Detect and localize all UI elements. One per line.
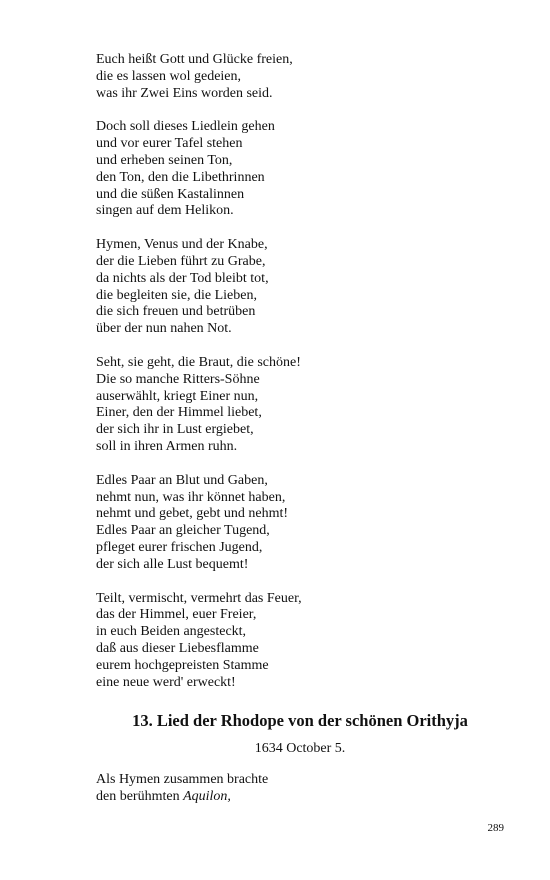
verse-line: auserwählt, kriegt Einer nun, — [96, 388, 259, 404]
stanza-5 — [96, 473, 516, 574]
verse-line: die begleiten sie, die Lieben, — [96, 287, 257, 303]
verse-line: eine neue werd' erweckt! — [96, 674, 236, 690]
verse-line: Als Hymen zusammen brachte — [96, 772, 269, 787]
page-number: 289 — [487, 822, 504, 834]
verse-line: Die so manche Ritters-Söhne — [96, 371, 260, 387]
verse-line-mixed — [96, 789, 516, 806]
verse-line: der sich ihr in Lust ergiebet, — [96, 422, 254, 438]
stanza-3 — [96, 237, 516, 338]
verse-line: Edles Paar an Blut und Gaben, — [96, 472, 268, 488]
poem-heading: 13. Lied der Rhodope von der schönen Orithyja — [132, 711, 468, 730]
verse-line: nehmt und gebet, gebt und nehmt! — [96, 506, 289, 522]
stanza-4 — [96, 355, 516, 456]
verse-line: Euch heißt Gott und Glücke freien, — [96, 52, 293, 67]
verse-line: Teilt, vermischt, vermehrt das Feuer, — [96, 590, 302, 606]
verse-line: in euch Beiden angesteckt, — [96, 624, 247, 640]
stanza-7 — [96, 772, 516, 806]
verse-line: und die süßen Kastalinnen — [96, 186, 245, 202]
verse-line: Hymen, Venus und der Knabe, — [96, 237, 268, 253]
verse-line: da nichts als der Tod bleibt tot, — [96, 270, 269, 286]
verse-line: soll in ihren Armen ruhn. — [96, 438, 238, 454]
verse-line: und vor eurer Tafel stehen — [96, 136, 243, 152]
verse-line: daß aus dieser Liebesflamme — [96, 640, 259, 656]
verse-line: die sich freuen und betrüben — [96, 304, 256, 320]
poem-text — [96, 52, 516, 691]
verse-line: der sich alle Lust bequemt! — [96, 556, 249, 572]
verse-line: eurem hochgepreisten Stamme — [96, 657, 269, 673]
verse-line: nehmt nun, was ihr könnet haben, — [96, 489, 286, 505]
stanza-1 — [96, 52, 516, 102]
verse-line: das der Himmel, euer Freier, — [96, 607, 257, 623]
verse-line: Doch soll dieses Liedlein gehen — [96, 119, 275, 135]
verse-text: den berühmten — [96, 788, 184, 804]
verse-line: pfleget eurer frischen Jugend, — [96, 539, 263, 555]
verse-line: die es lassen wol gedeien, — [96, 68, 242, 84]
verse-line: Einer, den der Himmel liebet, — [96, 405, 262, 421]
verse-line: singen auf dem Helikon. — [96, 203, 234, 219]
poem-date: 1634 October 5. — [254, 741, 346, 756]
verse-line: was ihr Zwei Eins worden seid. — [96, 85, 273, 101]
stanza-6 — [96, 591, 516, 692]
stanza-2 — [96, 119, 516, 220]
verse-line: und erheben seinen Ton, — [96, 152, 233, 168]
verse-line: der die Lieben führt zu Grabe, — [96, 253, 266, 269]
verse-line: Seht, sie geht, die Braut, die schöne! — [96, 354, 301, 370]
italic-name: Aquilon, — [183, 788, 231, 804]
verse-line: über der nun nahen Not. — [96, 321, 232, 337]
verse-line: den Ton, den die Libethrinnen — [96, 169, 265, 185]
verse-line: Edles Paar an gleicher Tugend, — [96, 523, 270, 539]
